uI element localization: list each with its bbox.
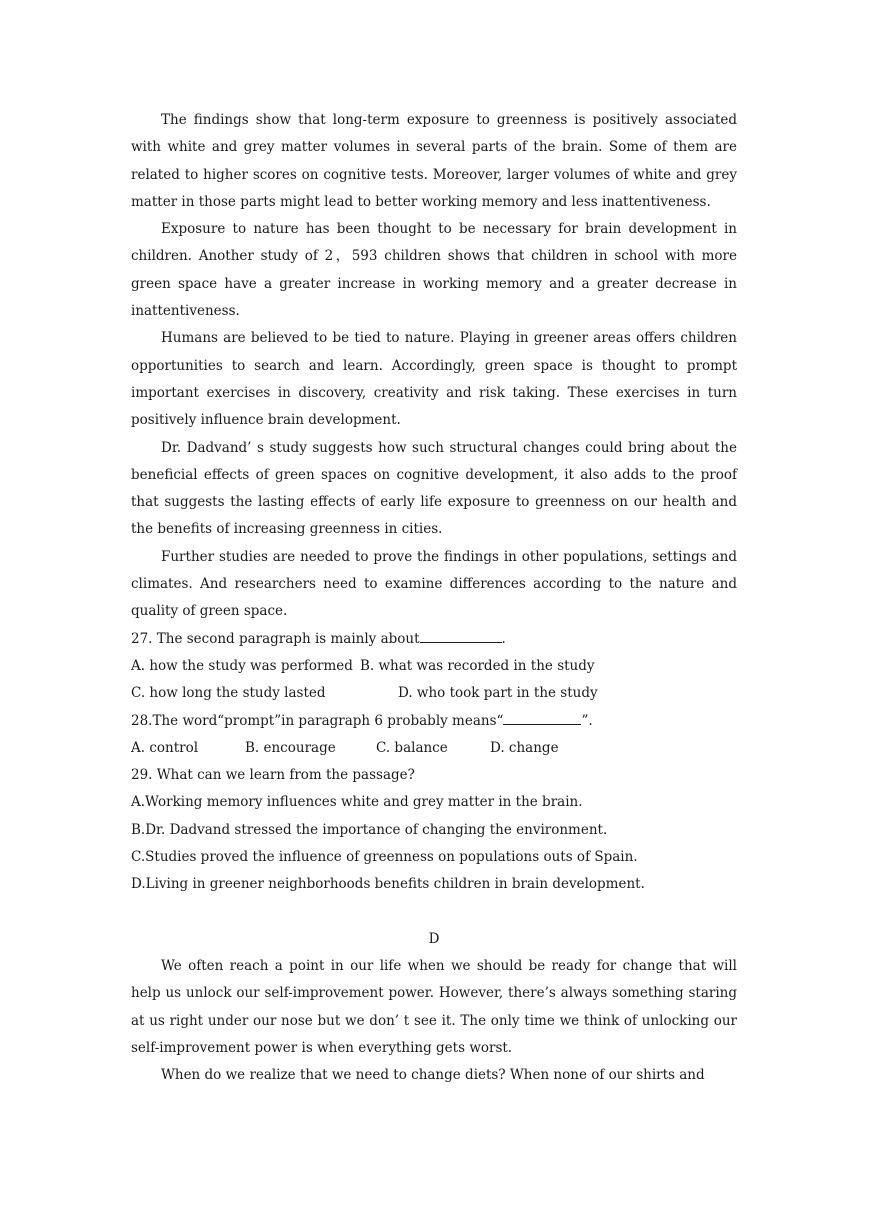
question-28-stem: 28.The word“prompt”in paragraph 6 probably means“ [131, 712, 504, 729]
question-27-stem-line [131, 626, 737, 653]
option-b[interactable]: B. what was recorded in the study [360, 657, 595, 674]
passage-d [131, 926, 737, 1090]
option-c[interactable]: C. balance [376, 739, 448, 756]
option-d[interactable]: D. change [490, 739, 559, 756]
question-27-options-row-2 [131, 680, 737, 707]
question-27-end: . [501, 630, 506, 647]
question-28-stem-line [131, 708, 737, 735]
passage-c-paragraph-1: The findings show that long-term exposure to greenness is positively associated with white and grey matter volumes in several parts of the brain. Some of them are related to higher scores on cognitive tests. Moreover, larger volumes of white and grey matter in those parts might lead to better working memory and less inattentiveness. [131, 112, 737, 210]
passage-c-paragraph-4: Dr. Dadvand’ s study suggests how such structural changes could bring about the beneficial effects of green spaces on cognitive development, it also adds to the proof that suggests the lasting effects of early life exposure to greenness on our health and the benefits of increasing greenness in cities. [131, 439, 737, 538]
option-d[interactable]: D.Living in greener neighborhoods benefits children in brain development. [131, 876, 645, 893]
option-a[interactable]: A. how the study was performed [131, 657, 353, 674]
passage-c-paragraph-2: Exposure to nature has been thought to be necessary for brain development in children. Another study of 2，593 children shows that children in school with more green space have a greater increase in working memory and a greater decrease in inattentiveness. [131, 221, 737, 320]
passage-c-paragraph-5: Further studies are needed to prove the findings in other populations, settings and climates. And researchers need to examine differences according to the nature and quality of green space. [131, 548, 737, 620]
document-page [131, 107, 737, 1089]
question-29 [131, 762, 737, 898]
question-28 [131, 708, 737, 763]
question-27-options-row-1 [131, 653, 737, 680]
question-28-end: ”. [581, 712, 593, 729]
question-28-options-row [131, 735, 737, 762]
answer-blank[interactable] [503, 709, 581, 725]
option-c[interactable]: C. how long the study lasted [131, 685, 326, 702]
section-spacer [131, 899, 737, 926]
option-a[interactable]: A. control [131, 739, 199, 756]
question-27 [131, 626, 737, 708]
option-c[interactable]: C.Studies proved the influence of greenness on populations outs of Spain. [131, 849, 638, 866]
question-27-stem: 27. The second paragraph is mainly about [131, 630, 420, 647]
option-d[interactable]: D. who took part in the study [398, 685, 598, 702]
passage-d-paragraph-2: When do we realize that we need to change diets? When none of our shirts and [161, 1067, 705, 1084]
question-29-stem: 29. What can we learn from the passage? [131, 767, 415, 784]
answer-blank[interactable] [420, 627, 502, 643]
option-b[interactable]: B.Dr. Dadvand stressed the importance of changing the environment. [131, 821, 608, 838]
option-a[interactable]: A.Working memory influences white and grey matter in the brain. [131, 794, 583, 811]
passage-c-paragraph-3: Humans are believed to be tied to nature. Playing in greener areas offers children opportunities to search and learn. Accordingly, green space is thought to prompt important exercises in discovery, creativity and risk taking. These exercises in turn positively influence brain development. [131, 330, 737, 429]
passage-d-paragraph-1: We often reach a point in our life when we should be ready for change that will help us unlock our self-improvement power. However, there’s always something staring at us right under our nose but we don’ t see it. The only time we think of unlocking our self-improvement power is when everything gets worst. [131, 957, 737, 1056]
option-b[interactable]: B. encourage [245, 739, 336, 756]
passage-c [131, 107, 737, 626]
section-title: D [428, 930, 440, 947]
